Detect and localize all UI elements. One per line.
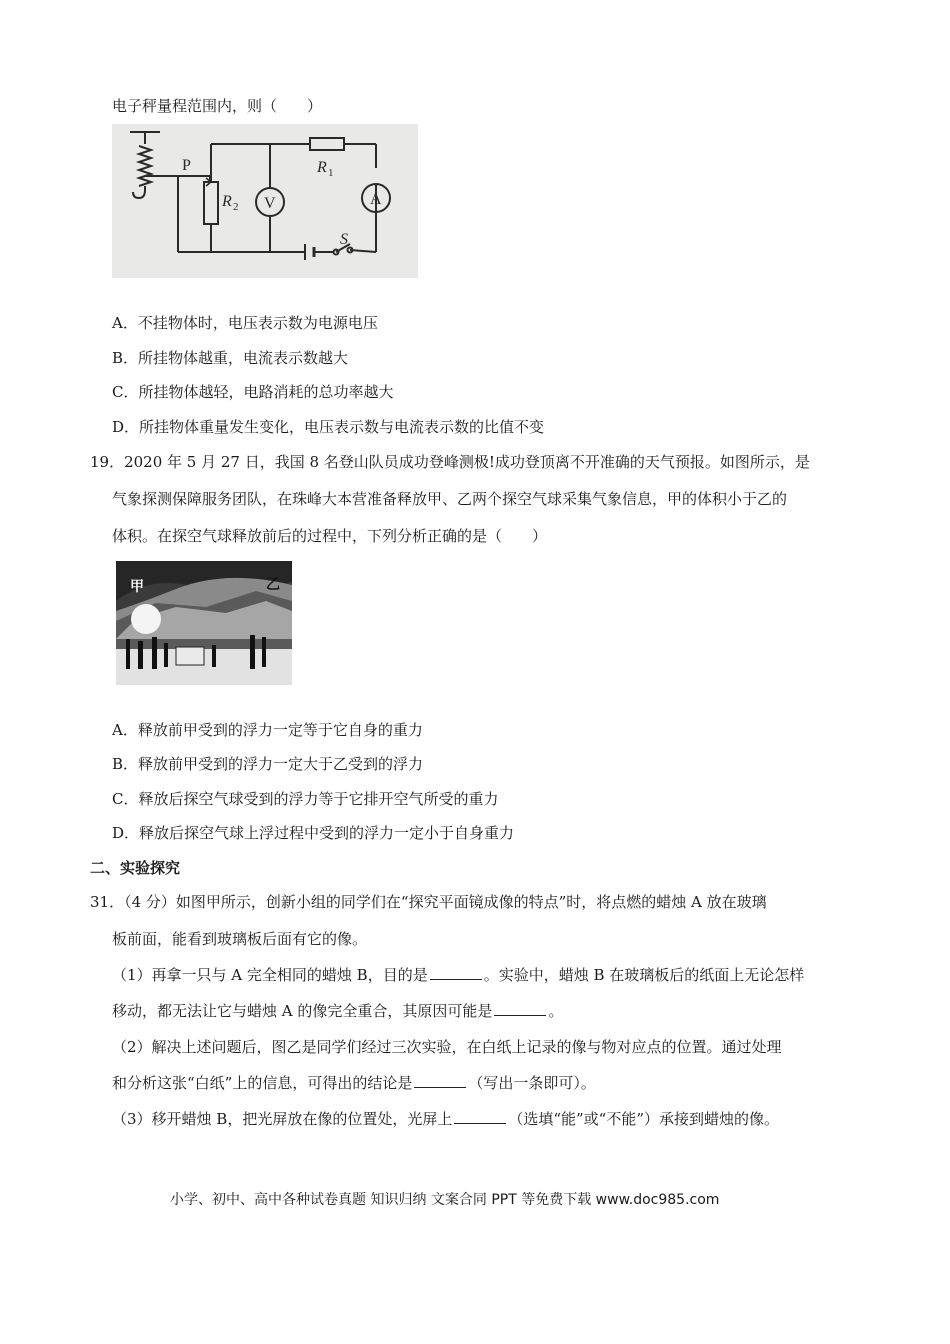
q31-part3-line xyxy=(112,1109,779,1129)
q31-part1-text-a: （1）再拿一只与 A 完全相同的蜡烛 B，目的是 xyxy=(112,966,428,984)
q31-part2-line2 xyxy=(112,1073,596,1093)
page-footer: 小学、初中、高中各种试卷真题 知识归纳 文案合同 PPT 等免费下载 www.doc985.com xyxy=(170,1192,720,1208)
label-yi: 乙 xyxy=(266,577,280,593)
switch-label: S xyxy=(340,231,348,248)
label-r2: R xyxy=(222,193,232,210)
label-jia: 甲 xyxy=(130,579,144,595)
answer-blank-3[interactable] xyxy=(414,1073,466,1088)
q19-option-b: B．释放前甲受到的浮力一定大于乙受到的浮力 xyxy=(112,755,424,773)
balloon-photo xyxy=(116,561,292,685)
q18-option-b: B．所挂物体越重，电流表示数越大 xyxy=(112,349,349,367)
label-r2-sub: 2 xyxy=(233,201,239,213)
q19-line-1: 19．2020 年 5 月 27 日，我国 8 名登山队员成功登峰测极!成功登顶离不开准确的天气预报。如图所示，是 xyxy=(90,453,810,471)
ammeter-label: A xyxy=(370,191,382,208)
q19-option-c: C．释放后探空气球受到的浮力等于它排开空气所受的重力 xyxy=(112,790,499,808)
q31-part1-line1 xyxy=(112,965,804,985)
q19-line-3: 体积。在探空气球释放前后的过程中，下列分析正确的是（ ） xyxy=(112,527,548,545)
q31-part2-text-c: （写出一条即可）。 xyxy=(468,1074,596,1092)
answer-blank-2[interactable] xyxy=(494,1001,546,1016)
q31-part3-text-b: （选填“能”或“不能”）承接到蜡烛的像。 xyxy=(508,1110,780,1128)
label-r1-sub: 1 xyxy=(328,167,334,179)
answer-blank-1[interactable] xyxy=(430,965,482,980)
section-heading: 二、实验探究 xyxy=(90,859,181,877)
q19-option-d: D．释放后探空气球上浮过程中受到的浮力一定小于自身重力 xyxy=(112,824,515,842)
q31-part1-line2 xyxy=(112,1001,563,1021)
q18-option-c: C．所挂物体越轻，电路消耗的总功率越大 xyxy=(112,383,394,401)
q31-part1-text-d: 。 xyxy=(548,1002,564,1020)
q18-stem-tail: 电子秤量程范围内，则（ ） xyxy=(112,97,323,115)
q31-part1-text-c: 移动，都无法让它与蜡烛 A 的像完全重合，其原因可能是 xyxy=(112,1002,493,1020)
voltmeter-label: V xyxy=(264,195,276,212)
q18-option-d: D．所挂物体重量发生变化，电压表示数与电流表示数的比值不变 xyxy=(112,418,545,436)
q31-part3-text-a: （3）移开蜡烛 B，把光屏放在像的位置处，光屏上 xyxy=(112,1110,453,1128)
q19-line-2: 气象探测保障服务团队，在珠峰大本营准备释放甲、乙两个探空气球采集气象信息，甲的体积小于乙的 xyxy=(112,490,788,508)
q19-option-a: A．释放前甲受到的浮力一定等于它自身的重力 xyxy=(112,721,423,739)
circuit-figure xyxy=(112,124,418,278)
q31-part1-text-b: 。实验中，蜡烛 B 在玻璃板后的纸面上无论怎样 xyxy=(483,966,805,984)
label-p: P xyxy=(182,157,191,174)
label-r1: R xyxy=(317,159,327,176)
q31-line-1: 31．（4 分）如图甲所示，创新小组的同学们在“探究平面镜成像的特点”时，将点燃的蜡烛 A 放在玻璃 xyxy=(90,893,767,911)
answer-blank-4[interactable] xyxy=(454,1109,506,1124)
q18-option-a: A．不挂物体时，电压表示数为电源电压 xyxy=(112,314,378,332)
q31-part2-text-b: 和分析这张“白纸”上的信息，可得出的结论是 xyxy=(112,1074,413,1092)
q31-part2-line1: （2）解决上述问题后，图乙是同学们经过三次实验，在白纸上记录的像与物对应点的位置。通过处理 xyxy=(112,1038,782,1056)
q31-line-2: 板前面，能看到玻璃板后面有它的像。 xyxy=(112,930,368,948)
